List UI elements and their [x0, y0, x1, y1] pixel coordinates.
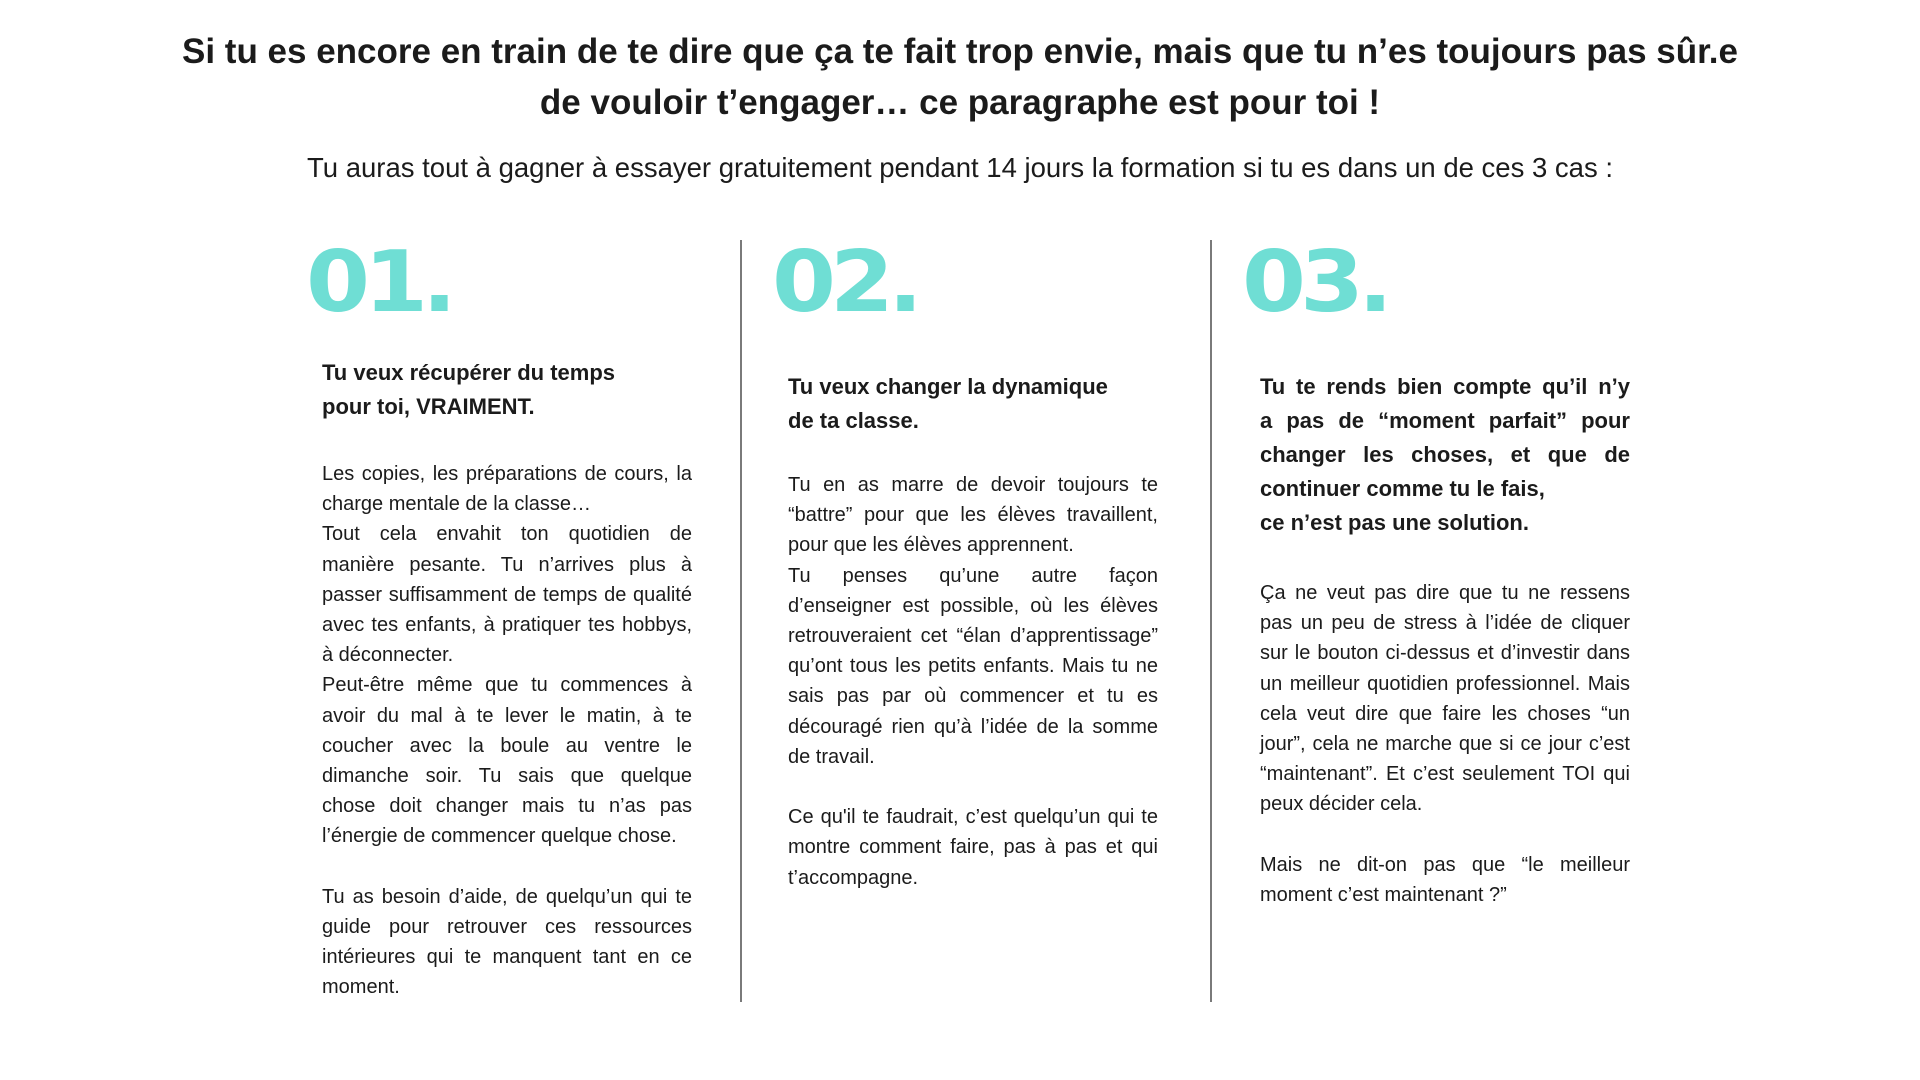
case-number-2: 02. — [772, 232, 917, 332]
case-2-body — [788, 470, 1158, 893]
page-title-line-2: de vouloir t’engager… ce paragraphe est pour toi ! — [539, 83, 1381, 122]
case-1-paragraph: Peut-être même que tu commences à avoir du mal à te lever le matin, à te coucher avec la boule au ventre le dimanche soir. Tu sais que quelque chose doit changer mais tu n’as pas l’énergie de commencer quelque chose. — [322, 674, 692, 848]
case-3-lead-line: changer les choses, et que de — [1260, 442, 1630, 467]
case-1-paragraph: Tout cela envahit ton quotidien de manière pesante. Tu n’arrives plus à passer suffisamment de temps de qualité avec tes enfants, à pratiquer tes hobbys, à déconnecter. — [322, 523, 692, 667]
case-2-lead-line: de ta classe. — [788, 408, 919, 433]
page-title — [160, 26, 1760, 128]
column-divider-1 — [740, 240, 742, 1002]
case-1-paragraph: Les copies, les préparations de cours, la charge mentale de la classe… — [322, 463, 692, 516]
case-2-lead — [788, 370, 1158, 438]
case-2-paragraph: Tu penses qu’une autre façon d’enseigner est possible, où les élèves retrouveraient cet “élan d’apprentissage” qu’ont tous les petits enfants. Mais tu ne sais pas par où commencer et tu es découragé rien qu’à l’idée de la somme de travail. — [788, 564, 1158, 768]
case-1-lead-line: pour toi, VRAIMENT. — [322, 394, 535, 419]
case-3-paragraph: Mais ne dit-on pas que “le meilleur moment c’est maintenant ?” — [1260, 853, 1630, 907]
case-3-lead-line: continuer comme tu le fais, — [1260, 476, 1545, 501]
case-number-3: 03. — [1242, 232, 1387, 332]
case-3-body — [1260, 578, 1630, 910]
case-2-paragraph: Tu en as marre de devoir toujours te “battre” pour que les élèves travaillent, pour que les élèves apprennent. — [788, 474, 1158, 557]
column-divider-2 — [1210, 240, 1212, 1002]
case-3-lead-line: Tu te rends bien compte qu’il n’y — [1260, 374, 1630, 399]
case-1-body — [322, 459, 692, 1003]
case-1-lead-line: Tu veux récupérer du temps — [322, 360, 616, 385]
case-1-paragraph: Tu as besoin d’aide, de quelqu’un qui te guide pour retrouver ces ressources intérieures qui te manquent tant en ce moment. — [322, 885, 692, 999]
case-2-lead-line: Tu veux changer la dynamique — [788, 374, 1108, 399]
case-3-lead — [1260, 370, 1630, 540]
page-title-line-1: Si tu es encore en train de te dire que ça te fait trop envie, mais que tu n’es toujours pas sûr.e — [182, 32, 1738, 71]
case-number-1: 01. — [306, 232, 451, 332]
case-3-paragraph: Ça ne veut pas dire que tu ne ressens pas un peu de stress à l’idée de cliquer sur le bouton ci-dessus et d’investir dans un meilleur quotidien professionnel. Mais cela veut dire que faire les choses “un jour”, cela ne marche que si ce jour c’est “maintenant”. Et c’est seulement TOI qui peux décider cela. — [1260, 582, 1630, 816]
case-2-paragraph: Ce qu'il te faudrait, c’est quelqu’un qui te montre comment faire, pas à pas et qui t’accompagne. — [788, 806, 1158, 889]
case-3-lead-line: ce n’est pas une solution. — [1260, 510, 1529, 535]
case-1-lead — [322, 356, 692, 424]
case-3-lead-line: a pas de “moment parfait” pour — [1260, 408, 1630, 433]
page-subtitle: Tu auras tout à gagner à essayer gratuitement pendant 14 jours la formation si tu es dans un de ces 3 cas : — [307, 152, 1613, 183]
